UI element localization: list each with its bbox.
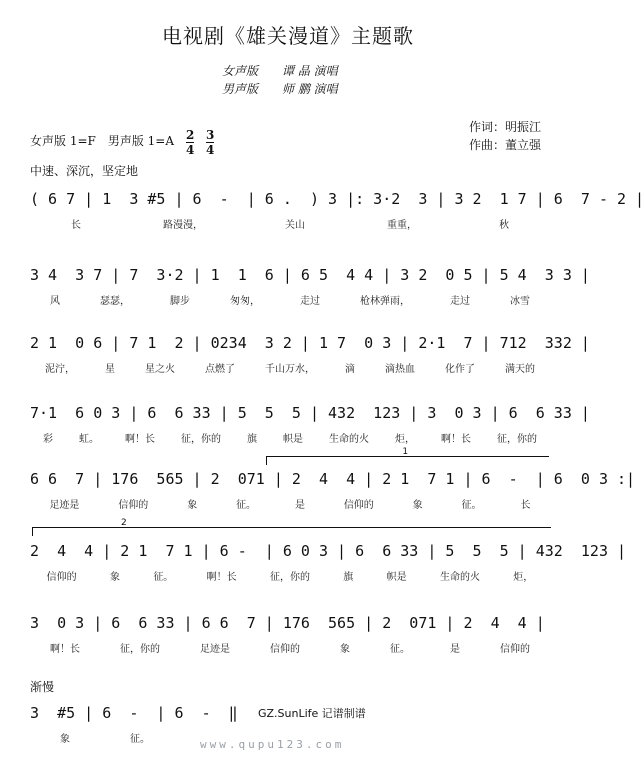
lyric: 征。 <box>153 572 174 583</box>
lyrics-line <box>30 730 180 745</box>
lyric: 信仰的 <box>343 500 374 511</box>
lyrics-line <box>30 496 550 511</box>
lyric: 啊！长 <box>206 572 237 583</box>
lyric: 滴热血 <box>385 364 415 375</box>
lyric: 帜是 <box>283 434 303 445</box>
lyrics-line <box>30 640 550 655</box>
lyric: 彩 <box>43 434 53 445</box>
lyric: 重重， <box>387 220 417 231</box>
notation-line: ( 6 7 | 1 3 #5 | 6 - | 6 . ) 3 |: 3·2 3 | 3 2 1 7 | 6 7 - 2 | <box>30 190 644 208</box>
lyric: 信仰的 <box>118 500 149 511</box>
lyric: 是 <box>450 644 460 655</box>
lyric: 生命的火 <box>329 434 369 445</box>
site-watermark: www.qupu123.com <box>200 738 345 751</box>
notation-line: 3 0 3 | 6 6 33 | 6 6 7 | 176 565 | 2 071 | 2 4 4 | <box>30 614 545 632</box>
lyric: 长 <box>520 500 531 511</box>
volta-number: 2 <box>121 518 127 528</box>
lyric: 象 <box>60 734 70 745</box>
lyric: 炬， <box>395 434 415 445</box>
ritardando-marking: 渐慢 <box>30 680 55 694</box>
lyric: 足迹是 <box>49 500 80 511</box>
lyric: 象 <box>340 644 350 655</box>
lyric: 虹。 <box>79 434 99 445</box>
notation-line: 7·1 6 0 3 | 6 6 33 | 5 5 5 | 432 123 | 3 0 3 | 6 6 33 | <box>30 404 590 422</box>
lyric: 秋 <box>499 220 509 231</box>
volta-bracket-1 <box>266 447 549 465</box>
notation-line: 3 4 3 7 | 7 3·2 | 1 1 6 | 6 5 4 4 | 3 2 0 5 | 5 4 3 3 | <box>30 266 590 284</box>
time-signature-top: 2 <box>186 128 195 142</box>
lyric: 匆匆， <box>230 296 260 307</box>
lyric: 长 <box>71 220 81 231</box>
lyric: 走过 <box>300 296 320 307</box>
lyric: 是 <box>294 500 305 511</box>
time-signature-3-4 <box>206 128 214 157</box>
lyric: 旗 <box>343 572 354 583</box>
notation-line: 3 #5 | 6 - | 6 - ‖ <box>30 704 238 722</box>
lyric: 征，你的 <box>269 572 310 583</box>
lyric: 啊！长 <box>125 434 155 445</box>
male-version-singer: 男声版 师 鹏 演唱 <box>222 82 338 96</box>
lyric: 脚步 <box>170 296 190 307</box>
lyrics-line <box>30 292 550 307</box>
lyric: 征。 <box>461 500 482 511</box>
lyrics-line <box>30 568 550 583</box>
lyric: 信仰的 <box>46 572 77 583</box>
lyric: 生命的火 <box>439 572 480 583</box>
lyric: 足迹是 <box>200 644 230 655</box>
composer-credit: 作曲：董立强 <box>469 138 542 152</box>
score-maker-credit: GZ.SunLife 记谱制谱 <box>258 707 366 720</box>
time-signature-bottom: 4 <box>186 143 195 157</box>
song-title: 电视剧《雄关漫道》主题歌 <box>162 24 414 48</box>
lyric: 象 <box>412 500 423 511</box>
lyric: 泥泞， <box>45 364 75 375</box>
lyric: 风 <box>50 296 60 307</box>
time-signature-bottom: 4 <box>206 143 215 157</box>
volta-bracket-2 <box>32 518 551 536</box>
lyric: 征。 <box>130 734 150 745</box>
notation-line: 6 6 7 | 176 565 | 2 071 | 2 4 4 | 2 1 7 1 | 6 - | 6 0 3 :| <box>30 470 636 488</box>
notation-line: 2 4 4 | 2 1 7 1 | 6 - | 6 0 3 | 6 6 33 | 5 5 5 | 432 123 | <box>30 542 627 560</box>
lyric: 路漫漫， <box>163 220 203 231</box>
lyric: 征。 <box>390 644 410 655</box>
lyric: 枪林弹雨， <box>360 296 410 307</box>
time-signature-2-4 <box>186 128 194 157</box>
volta-number: 1 <box>402 447 409 457</box>
lyric: 滴 <box>345 364 355 375</box>
lyric: 帜是 <box>386 572 407 583</box>
lyric: 炬， <box>513 572 534 583</box>
tempo-marking: 中速、深沉，坚定地 <box>30 164 139 178</box>
lyric: 象 <box>109 572 120 583</box>
lyric: 征。 <box>236 500 257 511</box>
lyric: 征，你的 <box>181 434 221 445</box>
lyric: 星之火 <box>145 364 175 375</box>
lyrics-line <box>30 360 550 375</box>
lyric: 星 <box>105 364 115 375</box>
lyric: 征，你的 <box>120 644 160 655</box>
lyric: 瑟瑟， <box>100 296 130 307</box>
lyric: 点燃了 <box>205 364 235 375</box>
lyric: 满天的 <box>505 364 535 375</box>
lyricist-credit: 作词：明振江 <box>469 120 542 134</box>
lyric: 征，你的 <box>497 434 537 445</box>
lyric: 关山 <box>285 220 305 231</box>
lyric: 千山万水， <box>265 364 315 375</box>
lyric: 啊！长 <box>50 644 80 655</box>
lyrics-line <box>30 430 550 445</box>
lyric: 化作了 <box>445 364 475 375</box>
lyric: 信仰的 <box>270 644 300 655</box>
lyric: 象 <box>187 500 198 511</box>
lyric: 走过 <box>450 296 470 307</box>
time-signature-top: 3 <box>206 128 215 142</box>
lyrics-line <box>30 216 550 231</box>
lyric: 信仰的 <box>500 644 530 655</box>
lyric: 冰雪 <box>510 296 530 307</box>
lyric: 啊！长 <box>441 434 471 445</box>
female-version-singer: 女声版 谭 晶 演唱 <box>222 64 338 78</box>
notation-line: 2 1 0 6 | 7 1 2 | 0234 3 2 | 1 7 0 3 | 2·1 7 | 712 332 | <box>30 334 590 352</box>
key-signature: 女声版 1=F 男声版 1=A <box>30 134 175 148</box>
lyric: 旗 <box>247 434 257 445</box>
